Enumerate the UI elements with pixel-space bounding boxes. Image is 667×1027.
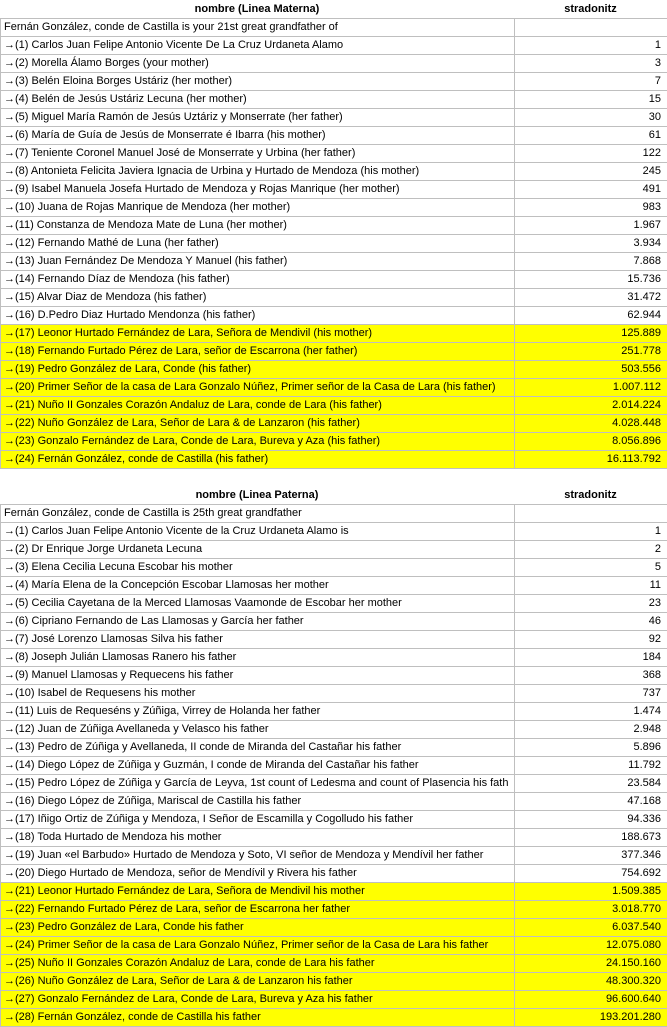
paternal-ancestor-row: [1, 955, 667, 973]
stradonitz-number-cell[interactable]: 1.007.112: [515, 379, 667, 397]
paternal-ancestor-row: [1, 775, 667, 793]
paternal-ancestor-row: [1, 973, 667, 991]
ancestor-name-cell[interactable]: →(28) Fernán González, conde de Castilla his father: [1, 1009, 515, 1027]
stradonitz-number-cell[interactable]: 31.472: [515, 289, 667, 307]
stradonitz-number-cell[interactable]: 1: [515, 37, 667, 55]
stradonitz-number-cell[interactable]: 30: [515, 109, 667, 127]
maternal-ancestor-row: [1, 163, 667, 181]
paternal-ancestor-row: [1, 595, 667, 613]
paternal-ancestor-row: [1, 667, 667, 685]
ancestor-name-cell[interactable]: →(13) Juan Fernández De Mendoza Y Manuel (his father): [1, 253, 515, 271]
stradonitz-number-cell[interactable]: 11: [515, 577, 667, 595]
stradonitz-number-cell[interactable]: 5.896: [515, 739, 667, 757]
maternal-ancestor-row: [1, 451, 667, 469]
stradonitz-number-cell[interactable]: 96.600.640: [515, 991, 667, 1009]
maternal-ancestor-row: [1, 109, 667, 127]
ancestor-name-cell[interactable]: →(9) Manuel Llamosas y Requecens his father: [1, 667, 515, 685]
stradonitz-number-cell[interactable]: 1.967: [515, 217, 667, 235]
paternal-header-stradonitz[interactable]: stradonitz: [564, 489, 617, 501]
ancestor-name-cell[interactable]: →(19) Juan «el Barbudo» Hurtado de Mendoza y Soto, VI señor de Mendoza y Mendívil her father: [1, 847, 515, 865]
ancestor-name-cell[interactable]: →(16) Diego López de Zúñiga, Mariscal de Castilla his father: [1, 793, 515, 811]
ancestor-name-cell[interactable]: →(15) Pedro López de Zúñiga y García de Leyva, 1st count of Ledesma and count of Plasencia his fath: [1, 775, 515, 793]
paternal-ancestor-row: [1, 937, 667, 955]
maternal-ancestor-row: [1, 325, 667, 343]
ancestor-name-cell[interactable]: →(10) Isabel de Requesens his mother: [1, 685, 515, 703]
maternal-intro-empty-cell[interactable]: [515, 19, 667, 37]
stradonitz-number-cell[interactable]: 5: [515, 559, 667, 577]
ancestor-name-cell[interactable]: →(5) Cecilia Cayetana de la Merced Llamosas Vaamonde de Escobar her mother: [1, 595, 515, 613]
stradonitz-number-cell[interactable]: 184: [515, 649, 667, 667]
stradonitz-number-cell[interactable]: 2: [515, 541, 667, 559]
stradonitz-number-cell[interactable]: 377.346: [515, 847, 667, 865]
maternal-ancestor-row: [1, 271, 667, 289]
maternal-ancestor-row: [1, 253, 667, 271]
ancestor-name-cell[interactable]: →(23) Gonzalo Fernández de Lara, Conde de Lara, Bureva y Aza (his father): [1, 433, 515, 451]
paternal-ancestor-row: [1, 649, 667, 667]
ancestor-name-cell[interactable]: →(4) María Elena de la Concepción Escobar Llamosas her mother: [1, 577, 515, 595]
ancestor-name-cell[interactable]: →(20) Diego Hurtado de Mendoza, señor de Mendívil y Rivera his father: [1, 865, 515, 883]
paternal-table: [0, 486, 667, 1027]
paternal-header-row: [1, 486, 667, 505]
paternal-intro-cell[interactable]: Fernán González, conde de Castilla is 25th great grandfather: [1, 505, 515, 523]
ancestor-name-cell[interactable]: →(16) D.Pedro Diaz Hurtado Mendonza (his father): [1, 307, 515, 325]
ancestor-name-cell[interactable]: →(4) Belén de Jesús Ustáriz Lecuna (her mother): [1, 91, 515, 109]
maternal-ancestor-row: [1, 289, 667, 307]
stradonitz-number-cell[interactable]: 6.037.540: [515, 919, 667, 937]
stradonitz-number-cell[interactable]: 92: [515, 631, 667, 649]
ancestor-name-cell[interactable]: →(14) Fernando Díaz de Mendoza (his father): [1, 271, 515, 289]
ancestor-name-cell[interactable]: →(14) Diego López de Zúñiga y Guzmán, I conde de Miranda del Castañar his father: [1, 757, 515, 775]
ancestor-name-cell[interactable]: →(2) Dr Enrique Jorge Urdaneta Lecuna: [1, 541, 515, 559]
paternal-ancestor-row: [1, 919, 667, 937]
ancestor-name-cell[interactable]: →(22) Fernando Furtado Pérez de Lara, señor de Escarrona her father: [1, 901, 515, 919]
ancestor-name-cell[interactable]: →(7) Teniente Coronel Manuel José de Monserrate y Urbina (her father): [1, 145, 515, 163]
maternal-ancestor-row: [1, 37, 667, 55]
maternal-ancestor-row: [1, 307, 667, 325]
ancestor-name-cell[interactable]: →(21) Leonor Hurtado Fernández de Lara, Señora de Mendivil his mother: [1, 883, 515, 901]
section-spacer: [0, 469, 667, 486]
maternal-ancestor-row: [1, 397, 667, 415]
stradonitz-number-cell[interactable]: 983: [515, 199, 667, 217]
maternal-ancestor-row: [1, 127, 667, 145]
ancestor-name-cell[interactable]: →(10) Juana de Rojas Manrique de Mendoza (her mother): [1, 199, 515, 217]
stradonitz-number-cell[interactable]: 122: [515, 145, 667, 163]
stradonitz-number-cell[interactable]: 11.792: [515, 757, 667, 775]
stradonitz-number-cell[interactable]: 754.692: [515, 865, 667, 883]
ancestor-name-cell[interactable]: →(1) Carlos Juan Felipe Antonio Vicente De La Cruz Urdaneta Alamo: [1, 37, 515, 55]
ancestor-name-cell[interactable]: →(20) Primer Señor de la casa de Lara Gonzalo Núñez, Primer señor de la Casa de Lara (his father): [1, 379, 515, 397]
paternal-ancestor-row: [1, 757, 667, 775]
stradonitz-number-cell[interactable]: 48.300.320: [515, 973, 667, 991]
stradonitz-number-cell[interactable]: 12.075.080: [515, 937, 667, 955]
stradonitz-number-cell[interactable]: 125.889: [515, 325, 667, 343]
stradonitz-number-cell[interactable]: 94.336: [515, 811, 667, 829]
stradonitz-number-cell[interactable]: 4.028.448: [515, 415, 667, 433]
maternal-ancestor-row: [1, 415, 667, 433]
ancestor-name-cell[interactable]: →(22) Nuño González de Lara, Señor de Lara & de Lanzaron (his father): [1, 415, 515, 433]
ancestor-name-cell[interactable]: →(9) Isabel Manuela Josefa Hurtado de Mendoza y Rojas Manrique (her mother): [1, 181, 515, 199]
maternal-intro-row: [1, 19, 667, 37]
paternal-ancestor-row: [1, 829, 667, 847]
maternal-header-row: [1, 0, 667, 19]
ancestor-name-cell[interactable]: →(17) Leonor Hurtado Fernández de Lara, Señora de Mendivil (his mother): [1, 325, 515, 343]
stradonitz-number-cell[interactable]: 23: [515, 595, 667, 613]
ancestor-name-cell[interactable]: →(25) Nuño II Gonzales Corazón Andaluz de Lara, conde de Lara his father: [1, 955, 515, 973]
stradonitz-number-cell[interactable]: 1.509.385: [515, 883, 667, 901]
ancestor-name-cell[interactable]: →(6) María de Guía de Jesús de Monserrate é Ibarra (his mother): [1, 127, 515, 145]
stradonitz-number-cell[interactable]: 188.673: [515, 829, 667, 847]
maternal-ancestor-row: [1, 235, 667, 253]
paternal-intro-empty-cell[interactable]: [515, 505, 667, 523]
stradonitz-number-cell[interactable]: 1: [515, 523, 667, 541]
maternal-ancestor-row: [1, 217, 667, 235]
ancestor-name-cell[interactable]: →(26) Nuño González de Lara, Señor de Lara & de Lanzaron his father: [1, 973, 515, 991]
ancestor-name-cell[interactable]: →(2) Morella Álamo Borges (your mother): [1, 55, 515, 73]
ancestor-name-cell[interactable]: →(5) Miguel María Ramón de Jesús Uztáriz y Monserrate (her father): [1, 109, 515, 127]
stradonitz-number-cell[interactable]: 2.948: [515, 721, 667, 739]
stradonitz-number-cell[interactable]: 15.736: [515, 271, 667, 289]
stradonitz-number-cell[interactable]: 3.934: [515, 235, 667, 253]
maternal-ancestor-row: [1, 343, 667, 361]
ancestor-name-cell[interactable]: →(1) Carlos Juan Felipe Antonio Vicente de la Cruz Urdaneta Alamo is: [1, 523, 515, 541]
ancestor-name-cell[interactable]: →(18) Toda Hurtado de Mendoza his mother: [1, 829, 515, 847]
stradonitz-number-cell[interactable]: 8.056.896: [515, 433, 667, 451]
paternal-ancestor-row: [1, 703, 667, 721]
stradonitz-number-cell[interactable]: 47.168: [515, 793, 667, 811]
ancestor-name-cell[interactable]: →(13) Pedro de Zúñiga y Avellaneda, II conde de Miranda del Castañar his father: [1, 739, 515, 757]
stradonitz-number-cell[interactable]: 15: [515, 91, 667, 109]
paternal-ancestor-row: [1, 523, 667, 541]
stradonitz-number-cell[interactable]: 24.150.160: [515, 955, 667, 973]
paternal-ancestor-row: [1, 811, 667, 829]
paternal-ancestor-row: [1, 847, 667, 865]
ancestor-name-cell[interactable]: →(21) Nuño II Gonzales Corazón Andaluz de Lara, conde de Lara (his father): [1, 397, 515, 415]
paternal-ancestor-row: [1, 541, 667, 559]
paternal-ancestor-row: [1, 793, 667, 811]
stradonitz-number-cell[interactable]: 7.868: [515, 253, 667, 271]
ancestor-name-cell[interactable]: →(11) Constanza de Mendoza Mate de Luna (her mother): [1, 217, 515, 235]
paternal-ancestor-row: [1, 865, 667, 883]
maternal-header-stradonitz[interactable]: stradonitz: [564, 3, 617, 15]
ancestor-name-cell[interactable]: →(3) Belén Eloina Borges Ustáriz (her mother): [1, 73, 515, 91]
paternal-ancestor-row: [1, 901, 667, 919]
paternal-header-name[interactable]: nombre (Linea Paterna): [195, 489, 319, 501]
stradonitz-number-cell[interactable]: 491: [515, 181, 667, 199]
ancestor-name-cell[interactable]: →(24) Primer Señor de la casa de Lara Gonzalo Núñez, Primer señor de la Casa de Lara his father: [1, 937, 515, 955]
maternal-table: [0, 0, 667, 469]
ancestor-name-cell[interactable]: →(8) Joseph Julián Llamosas Ranero his father: [1, 649, 515, 667]
stradonitz-number-cell[interactable]: 193.201.280: [515, 1009, 667, 1027]
maternal-ancestor-row: [1, 361, 667, 379]
paternal-ancestor-row: [1, 685, 667, 703]
ancestor-name-cell[interactable]: →(12) Fernando Mathé de Luna (her father): [1, 235, 515, 253]
maternal-ancestor-row: [1, 181, 667, 199]
stradonitz-number-cell[interactable]: 368: [515, 667, 667, 685]
paternal-ancestor-row: [1, 559, 667, 577]
stradonitz-number-cell[interactable]: 2.014.224: [515, 397, 667, 415]
paternal-ancestor-row: [1, 721, 667, 739]
stradonitz-number-cell[interactable]: 3.018.770: [515, 901, 667, 919]
paternal-ancestor-row: [1, 577, 667, 595]
paternal-ancestor-row: [1, 631, 667, 649]
stradonitz-number-cell[interactable]: 62.944: [515, 307, 667, 325]
maternal-header-name[interactable]: nombre (Linea Materna): [194, 3, 320, 15]
ancestor-name-cell[interactable]: →(18) Fernando Furtado Pérez de Lara, señor de Escarrona (her father): [1, 343, 515, 361]
ancestor-name-cell[interactable]: →(15) Alvar Diaz de Mendoza (his father): [1, 289, 515, 307]
ancestor-name-cell[interactable]: →(12) Juan de Zúñiga Avellaneda y Velasco his father: [1, 721, 515, 739]
paternal-ancestor-row: [1, 613, 667, 631]
ancestor-name-cell[interactable]: →(7) José Lorenzo Llamosas Silva his father: [1, 631, 515, 649]
paternal-ancestor-row: [1, 1009, 667, 1027]
stradonitz-number-cell[interactable]: 1.474: [515, 703, 667, 721]
paternal-ancestor-row: [1, 883, 667, 901]
ancestor-name-cell[interactable]: →(23) Pedro González de Lara, Conde his father: [1, 919, 515, 937]
stradonitz-number-cell[interactable]: 737: [515, 685, 667, 703]
ancestor-name-cell[interactable]: →(11) Luis de Requeséns y Zúñiga, Virrey de Holanda her father: [1, 703, 515, 721]
paternal-intro-row: [1, 505, 667, 523]
stradonitz-number-cell[interactable]: 3: [515, 55, 667, 73]
maternal-ancestor-row: [1, 145, 667, 163]
stradonitz-number-cell[interactable]: 251.778: [515, 343, 667, 361]
ancestor-name-cell[interactable]: →(27) Gonzalo Fernández de Lara, Conde de Lara, Bureva y Aza his father: [1, 991, 515, 1009]
stradonitz-number-cell[interactable]: 46: [515, 613, 667, 631]
stradonitz-number-cell[interactable]: 61: [515, 127, 667, 145]
stradonitz-number-cell[interactable]: 23.584: [515, 775, 667, 793]
stradonitz-number-cell[interactable]: 245: [515, 163, 667, 181]
maternal-ancestor-row: [1, 433, 667, 451]
maternal-ancestor-row: [1, 199, 667, 217]
ancestor-name-cell[interactable]: →(24) Fernán González, conde de Castilla (his father): [1, 451, 515, 469]
paternal-ancestor-row: [1, 739, 667, 757]
ancestor-name-cell[interactable]: →(19) Pedro González de Lara, Conde (his father): [1, 361, 515, 379]
ancestor-name-cell[interactable]: →(3) Elena Cecilia Lecuna Escobar his mother: [1, 559, 515, 577]
stradonitz-number-cell[interactable]: 16.113.792: [515, 451, 667, 469]
maternal-intro-cell[interactable]: Fernán González, conde de Castilla is your 21st great grandfather of: [1, 19, 515, 37]
maternal-ancestor-row: [1, 379, 667, 397]
maternal-ancestor-row: [1, 91, 667, 109]
stradonitz-number-cell[interactable]: 503.556: [515, 361, 667, 379]
ancestor-name-cell[interactable]: →(6) Cipriano Fernando de Las Llamosas y García her father: [1, 613, 515, 631]
maternal-ancestor-row: [1, 73, 667, 91]
maternal-ancestor-row: [1, 55, 667, 73]
stradonitz-number-cell[interactable]: 7: [515, 73, 667, 91]
ancestor-name-cell[interactable]: →(17) Iñigo Ortiz de Zúñiga y Mendoza, I Señor de Escamilla y Cogolludo his father: [1, 811, 515, 829]
ancestor-name-cell[interactable]: →(8) Antonieta Felicita Javiera Ignacia de Urbina y Hurtado de Mendoza (his mother): [1, 163, 515, 181]
paternal-ancestor-row: [1, 991, 667, 1009]
